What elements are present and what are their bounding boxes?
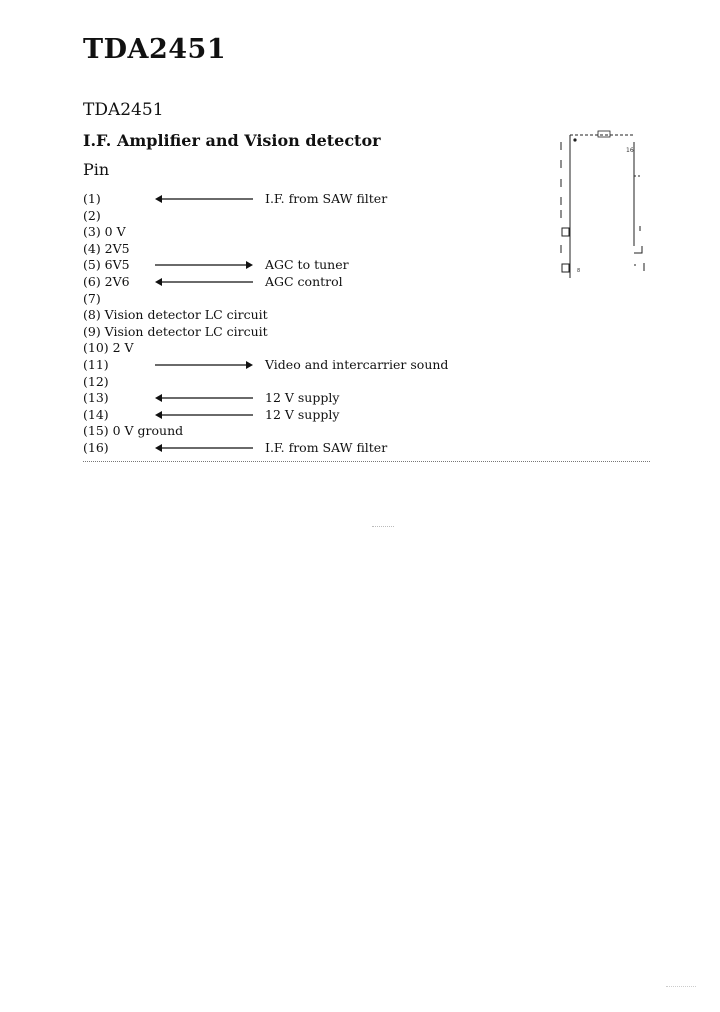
pin-column-label: Pin — [83, 160, 110, 179]
pin-row — [83, 390, 683, 406]
pin-number: (12) — [83, 373, 109, 389]
pin-number: (2) — [83, 207, 101, 223]
arrow-left-icon — [155, 191, 253, 207]
pin-number: (5) 6V5 — [83, 257, 130, 273]
pin-number: (3) 0 V — [83, 224, 126, 240]
ic-pin-number-16: 16 — [626, 147, 634, 154]
pin-number: (14) — [83, 406, 109, 422]
pin-signal: 12 V supply — [265, 390, 340, 406]
ic-package-diagram — [556, 128, 648, 278]
scan-mark — [372, 526, 394, 527]
scan-mark-corner — [666, 986, 696, 987]
pin-row — [83, 374, 683, 390]
bottom-rule — [83, 461, 650, 462]
doc-subtitle: TDA2451 — [83, 100, 164, 120]
pin-number: (13) — [83, 390, 109, 406]
doc-title: TDA2451 — [83, 34, 227, 65]
ic-notch — [598, 131, 610, 137]
ic-pin-number-8: 8 — [577, 268, 581, 274]
pin-row — [83, 307, 683, 323]
pin-number: (9) Vision detector LC circuit — [83, 323, 268, 339]
pin-row — [83, 423, 683, 439]
pin-row — [83, 340, 683, 356]
pin-signal: AGC to tuner — [265, 257, 349, 273]
pin-signal: Video and intercarrier sound — [265, 357, 449, 372]
pin-row — [83, 407, 683, 423]
arrow-left-icon — [155, 440, 253, 456]
ic-left-pad — [562, 264, 569, 272]
pin-number: (11) — [83, 357, 109, 372]
pin-row — [83, 357, 683, 373]
arrow-right-icon — [155, 257, 253, 273]
pin-row — [83, 291, 683, 307]
ic-left-pad — [562, 228, 569, 236]
pin-number: (10) 2 V — [83, 340, 134, 356]
pin-number: (15) 0 V ground — [83, 423, 184, 439]
section-heading: I.F. Amplifier and Vision detector — [83, 131, 381, 150]
pin-signal: I.F. from SAW filter — [265, 191, 388, 206]
pin-number: (1) — [83, 191, 101, 206]
pin-signal: AGC control — [265, 274, 343, 289]
pin-signal: I.F. from SAW filter — [265, 440, 388, 455]
pin-signal: 12 V supply — [265, 406, 340, 422]
ic-right-bracket — [634, 246, 642, 253]
pin-number: (16) — [83, 440, 109, 455]
pin-number: (7) — [83, 290, 101, 306]
pin-row — [83, 440, 683, 456]
pin-row — [83, 324, 683, 340]
arrow-left-icon — [155, 274, 253, 290]
pin-number: (6) 2V6 — [83, 274, 130, 289]
arrow-right-icon — [155, 357, 253, 373]
arrow-left-icon — [155, 407, 253, 423]
ic-pin1-dot — [573, 138, 576, 141]
arrow-left-icon — [155, 390, 253, 406]
pin-number: (8) Vision detector LC circuit — [83, 307, 268, 323]
pin-number: (4) 2V5 — [83, 240, 130, 256]
